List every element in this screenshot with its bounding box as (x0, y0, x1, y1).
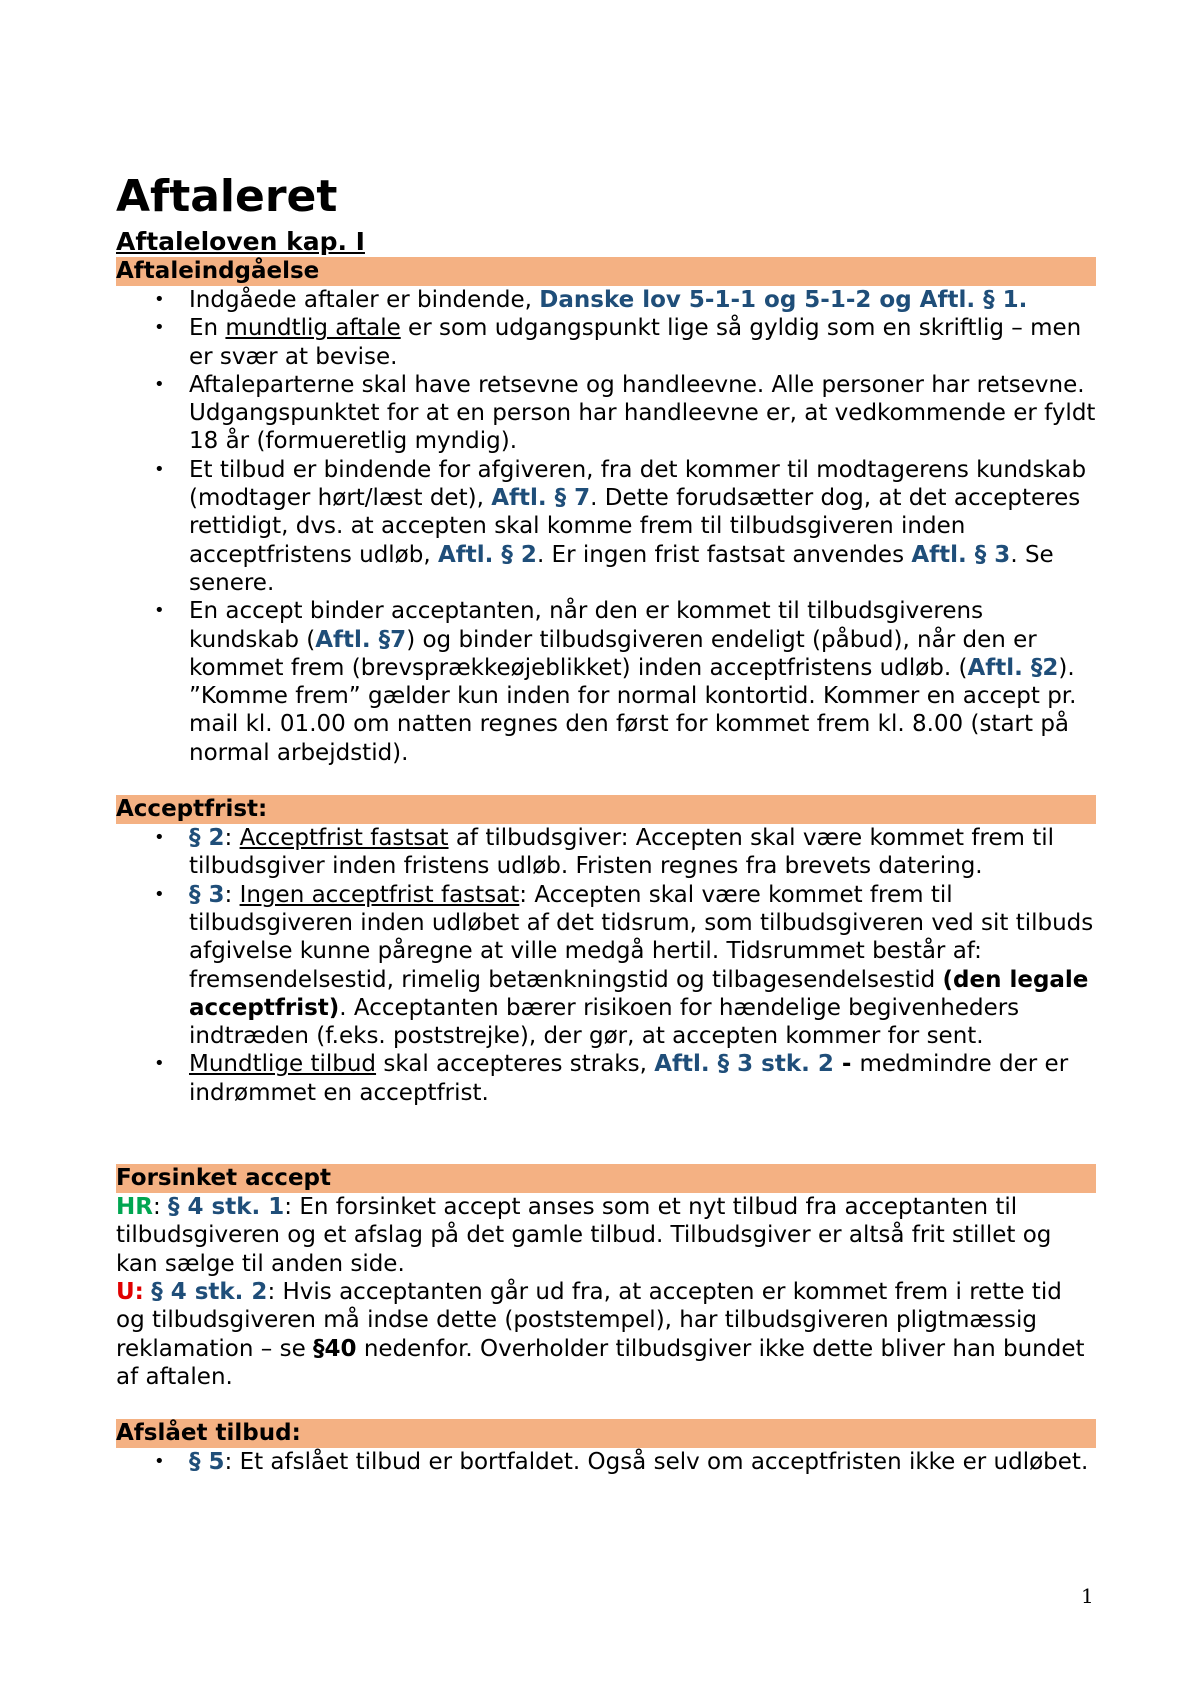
law-reference: § 2 (189, 825, 225, 852)
paragraph-u (116, 1278, 1096, 1391)
document-page (116, 168, 1096, 1476)
list-item (116, 1050, 1096, 1107)
paragraph-hr (116, 1193, 1096, 1278)
text: En (189, 315, 226, 342)
text: : (224, 825, 240, 852)
underlined-term: Mundtlige tilbud (189, 1051, 377, 1078)
section-heading-afslaaet-tilbud: Afslået tilbud: (116, 1419, 1096, 1448)
text: : (224, 881, 240, 908)
document-subtitle: Aftaleloven kap. I (116, 227, 365, 256)
text: . Se senere. (189, 541, 1054, 596)
law-reference: § 4 stk. 2 (151, 1278, 268, 1305)
text: ) og binder tilbudsgiveren endeligt (påbud), når den er kommet frem (brevsprækkeøjeblikket) inden acceptfristens udløb. ( (189, 626, 1037, 681)
law-reference: Aftl. § 7 (491, 485, 591, 512)
text: En accept binder acceptanten, når den er kommet til tilbudsgiverens kundskab ( (189, 598, 984, 653)
underlined-term: mundtlig aftale (225, 315, 401, 342)
bullet-list-afslaaet-tilbud (116, 1448, 1096, 1476)
text: ). ”Komme frem” gælder kun inden for normal kontortid. Kommer en accept pr. mail kl. 01.00 om natten regnes den først for kommet frem kl. 8.00 (start på normal arbejdstid). (189, 654, 1077, 766)
text: : En forsinket accept anses som et nyt tilbud fra acceptanten til tilbudsgiveren og et afslag på det gamle tilbud. Tilbudsgiver er altså frit stillet og kan sælge til anden side. (116, 1194, 1052, 1277)
text: af tilbudsgiver: Accepten skal være kommet frem til tilbudsgiver inden fristens udløb. Fristen regnes fra brevets datering. (189, 825, 1055, 880)
law-reference: Aftl. § 3 stk. 2 (654, 1051, 834, 1078)
text: : Accepten skal være kommet frem til tilbudsgiveren inden udløbet af det tidsrum, som tilbudsgiveren ved sit tilbuds afgivelse kunne påregne at ville medgå hertil. Tidsrummet består af: fremsendelsestid, rimelig betænkningstid og tilbagesendelsestid (189, 881, 1094, 993)
text: : Hvis acceptanten går ud fra, at accepten er kommet frem i rette tid og tilbudsgiveren må indse dette (poststempel), har tilbudsgiveren pligtmæssig reklamation – se (116, 1278, 1062, 1362)
underlined-term: Ingen acceptfrist fastsat (239, 881, 520, 908)
text: : (152, 1194, 169, 1221)
bold-term: §40 (313, 1335, 357, 1362)
text: . Acceptanten bærer risikoen for hændelige begivenheders indtræden (f.eks. poststrejke), der gør, at accepten kommer for sent. (189, 994, 1020, 1050)
list-item (116, 286, 1096, 314)
page-number: 1 (1081, 1584, 1094, 1608)
u-label: U: (116, 1278, 144, 1305)
law-reference: Aftl. §2 (967, 654, 1059, 681)
section-heading-acceptfrist: Acceptfrist: (116, 795, 1096, 824)
text: nedenfor. Overholder tilbudsgiver ikke dette bliver han bundet af aftalen. (116, 1335, 1085, 1390)
list-item (116, 824, 1096, 881)
text: : Et afslået tilbud er bortfaldet. Også selv om acceptfristen ikke er udløbet. (224, 1449, 1089, 1476)
list-item (116, 1448, 1096, 1476)
text: medmindre der er indrømmet en acceptfrist. (189, 1051, 1069, 1106)
text: - (833, 1051, 860, 1078)
section-heading-aftaleindgaaelse: Aftaleindgåelse (116, 257, 1096, 286)
law-reference: Aftl. § 3 (911, 541, 1011, 568)
list-item: • Aftaleparterne skal have retsevne og handleevne. Alle personer har retsevne. Udgangspunktet for at en person har handleevne er, at vedkommende er fyldt 18 år (formueretlig myndig). (116, 371, 1096, 456)
bold-term: (den legale acceptfrist) (189, 966, 1089, 1021)
bullet-list-acceptfrist (116, 824, 1096, 1107)
underlined-term: Acceptfrist fastsat (239, 825, 449, 852)
law-reference: Aftl. § 2 (437, 541, 537, 568)
text: skal accepteres straks, (376, 1051, 655, 1078)
law-reference: Danske lov 5-1-1 og 5-1-2 og Aftl. § 1. (539, 287, 1028, 313)
list-item (116, 314, 1096, 371)
list-item (116, 456, 1096, 597)
list-item (116, 881, 1096, 1051)
list-item (116, 597, 1096, 767)
text: er som udgangspunkt lige så gyldig som en skriftlig – men er svær at bevise. (189, 315, 1082, 370)
law-reference: Aftl. §7 (315, 626, 407, 653)
document-title: Aftaleret (116, 171, 338, 222)
law-reference: § 4 stk. 1 (168, 1194, 285, 1221)
bullet-list-aftaleindgaaelse (116, 286, 1096, 767)
hr-label: HR (116, 1194, 153, 1221)
text: Indgåede aftaler er bindende, (189, 287, 540, 313)
text: . Dette forudsætter dog, at det accepteres rettidigt, dvs. at accepten skal komme frem til tilbudsgiveren inden acceptfristens udløb, (189, 485, 1081, 568)
law-reference: § 5 (189, 1449, 225, 1476)
law-reference: § 3 (189, 881, 225, 908)
text: . Er ingen frist fastsat anvendes (536, 541, 912, 568)
text: Et tilbud er bindende for afgiveren, fra det kommer til modtagerens kundskab (modtager hørt/læst det), (189, 456, 1087, 512)
section-heading-forsinket-accept: Forsinket accept (116, 1164, 1096, 1193)
